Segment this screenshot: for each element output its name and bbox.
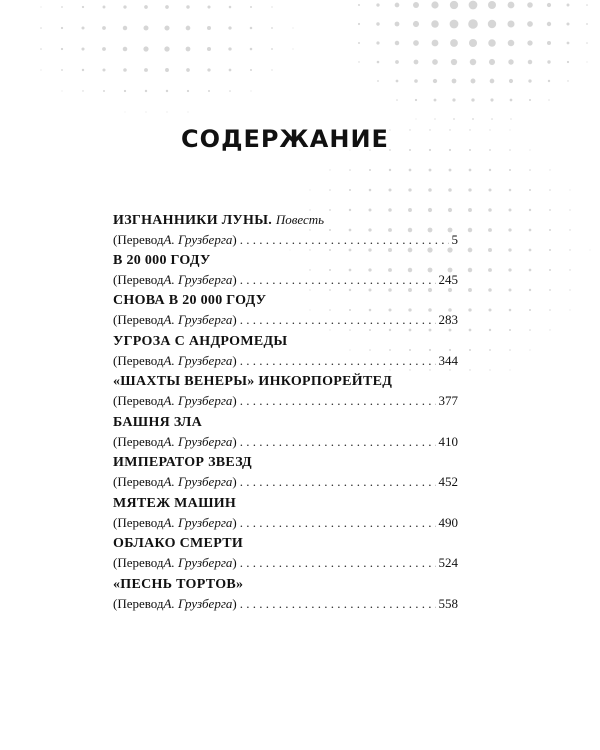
halftone-dot	[329, 169, 330, 170]
halftone-dot	[250, 6, 252, 8]
toc-entry	[113, 575, 458, 616]
halftone-dot	[413, 21, 419, 27]
entry-title: ОБЛАКО СМЕРТИ	[113, 536, 244, 551]
halftone-dot	[529, 289, 531, 291]
translation-credit-suffix: )	[232, 555, 237, 570]
halftone-dot	[471, 98, 474, 101]
halftone-dot	[82, 69, 84, 71]
halftone-dot	[165, 68, 169, 72]
halftone-dot	[468, 19, 478, 29]
halftone-dot	[416, 119, 417, 120]
halftone-dot	[376, 22, 379, 25]
halftone-dot	[529, 209, 531, 211]
halftone-dot	[529, 269, 532, 272]
halftone-dot	[488, 248, 492, 252]
halftone-dot	[547, 22, 551, 26]
halftone-dot	[433, 79, 437, 83]
halftone-dot	[102, 47, 106, 51]
halftone-dot	[590, 250, 591, 251]
halftone-dot	[450, 20, 459, 29]
halftone-dot	[40, 6, 41, 7]
halftone-dot	[349, 169, 351, 171]
translation-credit-suffix: )	[232, 232, 237, 247]
halftone-dot	[529, 249, 532, 252]
entry-title: УГРОЗА С АНДРОМЕДЫ	[113, 333, 288, 349]
halftone-dot	[145, 90, 147, 92]
halftone-dot	[567, 42, 570, 45]
dot-leader	[240, 432, 436, 451]
page-number: 558	[438, 595, 458, 611]
halftone-dot	[472, 118, 474, 120]
halftone-dot	[508, 228, 511, 231]
entry-title: СНОВА В 20 000 ГОДУ	[113, 293, 267, 308]
halftone-dot	[376, 3, 379, 6]
dot-leader	[240, 230, 449, 249]
translator-name: А. Грузберга	[163, 352, 233, 368]
translation-credit-suffix: )	[232, 312, 237, 327]
halftone-dot	[529, 309, 531, 311]
toc-entry	[113, 291, 458, 332]
toc-entry	[113, 413, 458, 454]
halftone-dot	[186, 26, 191, 31]
dot-leader	[240, 472, 436, 491]
halftone-dot	[207, 47, 211, 51]
dot-leader	[240, 270, 436, 289]
halftone-dot	[310, 190, 311, 191]
halftone-dot	[396, 80, 399, 83]
halftone-dot	[188, 112, 189, 113]
halftone-dot	[549, 309, 551, 311]
halftone-dot	[389, 189, 392, 192]
page-title: СОДЕРЖАНИЕ	[181, 125, 389, 153]
halftone-dot	[228, 47, 231, 50]
halftone-dot	[529, 329, 531, 331]
halftone-dot	[567, 61, 569, 63]
halftone-dot	[489, 189, 492, 192]
halftone-dot	[207, 5, 210, 8]
halftone-dot	[468, 308, 471, 311]
halftone-dot	[376, 41, 379, 44]
entry-subtitle: Повесть	[275, 212, 325, 227]
halftone-dot	[125, 112, 126, 113]
halftone-dot	[434, 99, 437, 102]
halftone-dot	[508, 40, 515, 47]
halftone-dot	[349, 189, 351, 191]
toc-entry	[113, 210, 458, 251]
halftone-dot	[123, 26, 127, 30]
halftone-dot	[103, 6, 106, 9]
halftone-dot	[358, 4, 360, 6]
halftone-dot	[40, 69, 41, 70]
halftone-dot	[40, 48, 42, 50]
halftone-dot	[429, 169, 432, 172]
halftone-dot	[468, 248, 473, 253]
halftone-dot	[434, 118, 435, 119]
halftone-dot	[61, 27, 63, 29]
entry-title: В 20 000 ГОДУ	[113, 252, 211, 268]
halftone-dot	[358, 61, 359, 62]
halftone-dot	[452, 98, 455, 101]
halftone-dot	[586, 42, 588, 44]
halftone-dot	[271, 48, 273, 50]
halftone-dot	[208, 90, 210, 92]
halftone-dot	[468, 208, 472, 212]
halftone-dot	[488, 20, 496, 28]
page-number: 344	[438, 352, 458, 368]
entry-title: ИЗГНАННИКИ ЛУНЫ.	[113, 213, 273, 228]
halftone-dot	[586, 4, 588, 6]
halftone-dot	[549, 229, 551, 231]
page-number: 5	[451, 232, 458, 247]
halftone-dot	[395, 3, 400, 8]
halftone-dot	[186, 47, 191, 52]
halftone-dot	[569, 249, 570, 250]
halftone-dot	[527, 40, 532, 45]
halftone-dot	[271, 6, 272, 7]
halftone-dot	[586, 23, 588, 25]
halftone-dot	[164, 25, 169, 30]
halftone-dot	[508, 59, 513, 64]
entry-title: ИМПЕРАТОР ЗВЕЗД	[113, 455, 252, 470]
translation-credit-suffix: )	[232, 514, 237, 530]
halftone-dot	[207, 26, 211, 30]
halftone-dot	[377, 61, 380, 64]
page-number: 410	[438, 433, 458, 449]
halftone-dot	[509, 189, 512, 192]
halftone-dot	[414, 79, 418, 83]
halftone-dot	[488, 228, 492, 232]
halftone-dot	[409, 169, 412, 172]
toc-entry	[113, 453, 458, 494]
halftone-dot	[547, 3, 551, 7]
halftone-dot	[358, 23, 360, 25]
translation-credit-prefix: (Перевод	[113, 514, 164, 530]
halftone-dot	[549, 209, 551, 211]
halftone-dot	[123, 5, 126, 8]
dot-leader	[240, 391, 436, 410]
halftone-dot	[549, 329, 550, 330]
dot-leader	[240, 553, 436, 572]
halftone-dot	[432, 40, 439, 47]
halftone-dot	[82, 90, 83, 91]
halftone-dot	[395, 60, 399, 64]
halftone-dot	[82, 6, 84, 8]
halftone-dot	[61, 6, 63, 8]
halftone-dot	[491, 118, 493, 120]
halftone-dot	[448, 188, 452, 192]
halftone-dot	[570, 310, 571, 311]
halftone-dot	[369, 169, 371, 171]
halftone-dot	[228, 26, 231, 29]
translation-credit-suffix: )	[232, 433, 237, 449]
halftone-dot	[529, 229, 532, 232]
translation-credit-prefix: (Перевод	[113, 232, 164, 247]
halftone-dot	[549, 189, 551, 191]
halftone-dot	[471, 79, 476, 84]
toc-entry	[113, 372, 458, 413]
halftone-dot	[548, 80, 550, 82]
halftone-dot	[509, 329, 511, 331]
halftone-dot	[452, 79, 457, 84]
halftone-dot	[569, 289, 570, 290]
halftone-dot	[510, 370, 511, 371]
translation-credit-prefix: (Перевод	[113, 595, 164, 611]
halftone-dot	[509, 79, 513, 83]
halftone-dot	[81, 26, 84, 29]
halftone-dot	[229, 6, 232, 9]
halftone-dot	[527, 2, 533, 8]
translation-credit-suffix: )	[232, 474, 237, 489]
halftone-dot	[529, 99, 531, 101]
halftone-dot	[508, 268, 511, 271]
halftone-dot	[293, 28, 294, 29]
halftone-dot	[143, 46, 148, 51]
halftone-dot	[395, 22, 400, 27]
toc-entry	[113, 494, 458, 535]
halftone-dot	[250, 48, 253, 51]
halftone-dot	[229, 90, 231, 92]
halftone-dot	[549, 289, 551, 291]
halftone-dot	[428, 188, 432, 192]
translation-credit-prefix: (Перевод	[113, 555, 164, 570]
translation-credit-suffix: )	[232, 595, 237, 611]
halftone-dot	[165, 5, 169, 9]
halftone-dot	[414, 60, 419, 65]
halftone-dot	[490, 98, 493, 101]
translation-credit-suffix: )	[232, 393, 237, 408]
entry-title: «ПЕСНЬ ТОРТОВ»	[113, 576, 244, 592]
halftone-dot	[470, 59, 476, 65]
halftone-dot	[469, 369, 470, 370]
translation-credit-prefix: (Перевод	[113, 312, 164, 327]
halftone-dot	[329, 189, 331, 191]
halftone-dot	[144, 68, 148, 72]
halftone-dot	[489, 59, 495, 65]
translator-name: А. Грузберга	[163, 514, 233, 530]
translation-credit-prefix: (Перевод	[113, 433, 164, 449]
halftone-dot	[431, 1, 438, 8]
page-number: 283	[438, 312, 458, 327]
halftone-dot	[509, 209, 512, 212]
toc-entry	[113, 332, 458, 373]
halftone-dot	[164, 46, 169, 51]
toc-entry	[113, 534, 458, 575]
halftone-dot	[509, 309, 512, 312]
halftone-dot	[358, 42, 360, 44]
halftone-dot	[468, 268, 472, 272]
halftone-dot	[488, 268, 492, 272]
halftone-dot	[123, 47, 128, 52]
halftone-dot	[102, 26, 106, 30]
halftone-dot	[450, 39, 458, 47]
halftone-dot	[469, 169, 472, 172]
halftone-dot	[488, 1, 496, 9]
halftone-dot	[549, 269, 551, 271]
halftone-dot	[40, 27, 42, 29]
halftone-dot	[508, 2, 515, 9]
translator-name: А. Грузберга	[163, 433, 233, 449]
halftone-dot	[468, 288, 472, 292]
halftone-dot	[62, 91, 63, 92]
halftone-dot	[81, 47, 84, 50]
halftone-dot	[510, 118, 511, 119]
translator-name: А. Грузберга	[163, 595, 233, 611]
translator-name: А. Грузберга	[163, 555, 233, 570]
halftone-dot	[61, 69, 63, 71]
halftone-dot	[143, 25, 148, 30]
page-number: 524	[438, 555, 458, 570]
halftone-dot	[271, 69, 272, 70]
halftone-dot	[369, 189, 372, 192]
halftone-dot	[587, 62, 588, 63]
translator-name: А. Грузберга	[163, 393, 233, 408]
halftone-dot	[509, 169, 511, 171]
halftone-dot	[549, 249, 551, 251]
halftone-dot	[508, 248, 511, 251]
translator-name: А. Грузберга	[163, 271, 233, 287]
halftone-dot	[529, 169, 531, 171]
toc-entry	[113, 251, 458, 292]
dot-leader	[240, 310, 436, 329]
entry-title: БАШНЯ ЗЛА	[113, 414, 203, 430]
halftone-dot	[250, 90, 251, 91]
halftone-dot	[396, 99, 398, 101]
page-number: 490	[438, 514, 458, 530]
halftone-dot	[547, 60, 550, 63]
halftone-dot	[569, 209, 570, 210]
halftone-dot	[488, 288, 492, 292]
halftone-dot	[186, 5, 189, 8]
halftone-dot	[548, 99, 549, 100]
halftone-dot	[271, 27, 273, 29]
halftone-dot	[510, 99, 513, 102]
translator-name: А. Грузберга	[163, 312, 233, 327]
translation-credit-suffix: )	[232, 271, 237, 287]
halftone-dot	[167, 112, 168, 113]
halftone-dot	[103, 90, 105, 92]
entry-title: МЯТЕЖ МАШИН	[113, 495, 237, 511]
translation-credit-prefix: (Перевод	[113, 352, 164, 368]
halftone-dot	[488, 208, 492, 212]
halftone-dot	[144, 5, 148, 9]
halftone-dot	[569, 269, 570, 270]
halftone-dot	[187, 90, 189, 92]
halftone-dot	[389, 169, 391, 171]
halftone-dot	[549, 169, 550, 170]
halftone-dot	[527, 21, 533, 27]
halftone-dot	[509, 289, 512, 292]
halftone-dot	[489, 329, 491, 331]
halftone-dot	[250, 69, 252, 71]
halftone-dot	[449, 169, 452, 172]
halftone-dot	[124, 90, 126, 92]
halftone-dot	[488, 39, 496, 47]
halftone-dot	[146, 112, 147, 113]
halftone-dot	[451, 59, 457, 65]
halftone-dot	[569, 229, 570, 230]
halftone-dot	[529, 349, 530, 350]
halftone-dot	[490, 79, 495, 84]
translator-name: А. Грузберга	[163, 474, 233, 489]
halftone-dot	[507, 20, 514, 27]
table-of-contents	[113, 210, 458, 615]
halftone-dot	[547, 41, 551, 45]
halftone-dot	[207, 68, 210, 71]
entry-title: «ШАХТЫ ВЕНЕРЫ» ИНКОРПОРЕЙТЕД	[113, 374, 393, 389]
halftone-dot	[229, 69, 232, 72]
halftone-dot	[415, 99, 417, 101]
halftone-dot	[186, 68, 190, 72]
halftone-dot	[489, 349, 491, 351]
halftone-dot	[413, 2, 419, 8]
halftone-dot	[509, 349, 511, 351]
halftone-dot	[469, 39, 477, 47]
halftone-dot	[570, 190, 571, 191]
halftone-dot	[468, 188, 471, 191]
page-number: 245	[438, 271, 458, 287]
translation-credit-prefix: (Перевод	[113, 474, 164, 489]
halftone-dot	[432, 59, 438, 65]
halftone-dot	[413, 40, 419, 46]
dot-leader	[240, 351, 436, 370]
halftone-dot	[528, 60, 532, 64]
halftone-dot	[567, 80, 568, 81]
dot-leader	[240, 594, 436, 613]
halftone-dot	[453, 118, 455, 120]
halftone-dot	[468, 228, 472, 232]
halftone-dot	[489, 309, 492, 312]
halftone-dot	[250, 27, 253, 30]
halftone-dot	[528, 79, 531, 82]
halftone-dot	[566, 22, 569, 25]
halftone-dot	[377, 80, 379, 82]
halftone-dot	[529, 189, 531, 191]
halftone-dot	[469, 1, 478, 10]
halftone-dot	[123, 68, 127, 72]
halftone-dot	[166, 90, 168, 92]
halftone-dot	[292, 48, 293, 49]
halftone-dot	[469, 329, 472, 332]
translator-name: А. Грузберга	[163, 232, 233, 247]
halftone-dot	[102, 68, 105, 71]
halftone-dot	[408, 188, 411, 191]
halftone-dot	[61, 48, 63, 50]
halftone-dot	[469, 349, 471, 351]
dot-leader	[240, 513, 436, 532]
halftone-dot	[567, 4, 570, 7]
translation-credit-prefix: (Перевод	[113, 393, 164, 408]
halftone-dot	[395, 41, 399, 45]
translation-credit-suffix: )	[232, 352, 237, 368]
halftone-dot	[489, 169, 491, 171]
page-number: 377	[438, 393, 458, 408]
page-number: 452	[438, 474, 458, 489]
halftone-dot	[431, 20, 439, 28]
translation-credit-prefix: (Перевод	[113, 271, 164, 287]
halftone-dot	[489, 369, 490, 370]
halftone-dot	[450, 1, 458, 9]
